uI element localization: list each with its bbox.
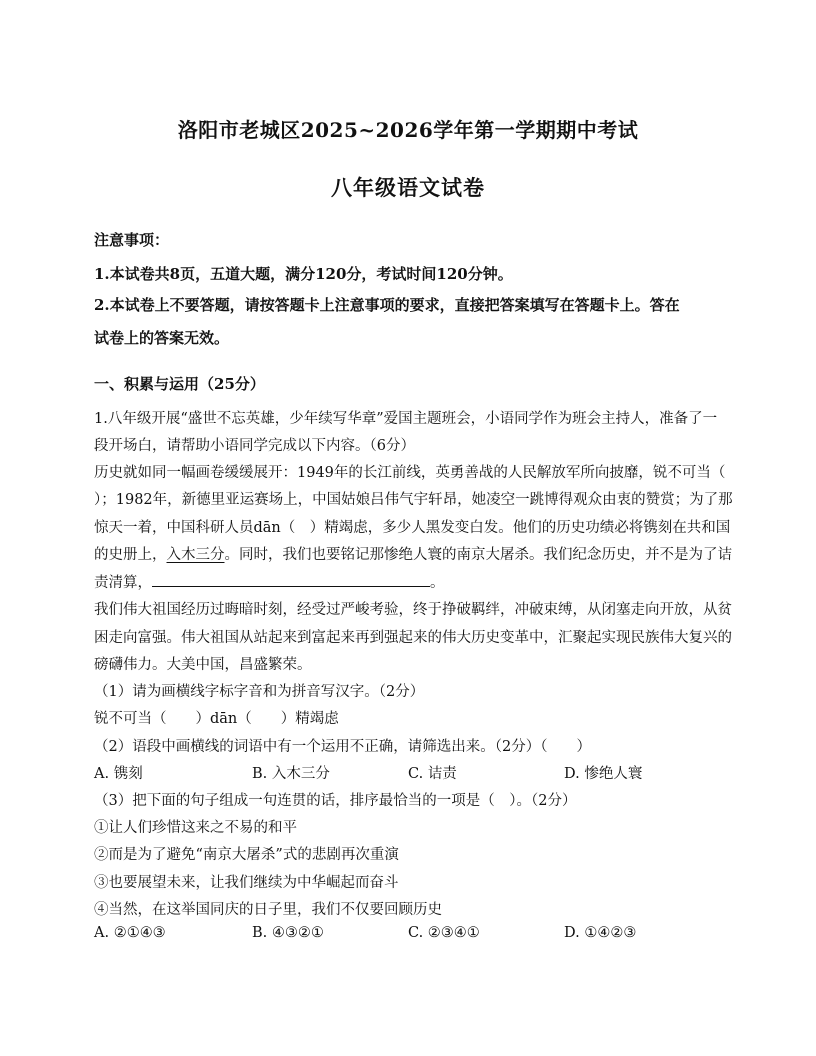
underlined-phrase: 入木三分	[166, 547, 225, 563]
q1-sub3-prompt: （3）把下面的句子组成一句连贯的话，排序最恰当的一项是（ ）。（2分）	[94, 793, 577, 809]
q1-intro-line-2: 段开场白，请帮助小语同学完成以下内容。（6分）	[94, 438, 415, 454]
q1-intro-line-1: 1.八年级开展“盛世不忘英雄，少年续写华章”爱国主题班会，小语同学作为班会主持人，准备了一	[94, 411, 718, 427]
q1-passage-line-4-start: 的史册上，	[94, 547, 167, 563]
q1-passage-line-1: 历史就如同一幅画卷缓缓展开：1949年的长江前线，英勇善战的人民解放军所向披靡，锐不可当（	[94, 465, 726, 481]
q1-passage-line-2: ）；1982年，新德里亚运赛场上，中国姑娘吕伟气宇轩昂，她凌空一跳博得观众由衷的赞赏；为了那	[94, 492, 733, 508]
answer-blank	[152, 572, 430, 587]
exam-subtitle: 八年级语文试卷	[331, 175, 485, 200]
q1-passage2-line-2: 困走向富强。伟大祖国从站起来到富起来再到强起来的伟大历史变革中，汇聚起实现民族伟大复兴的	[94, 630, 732, 646]
q1-passage2-line-3: 磅礴伟力。大美中国，昌盛繁荣。	[94, 657, 312, 673]
q1-passage-line-4	[94, 543, 732, 564]
q1-sub3-sentence-2: ②而是为了避免“南京大屠杀”式的悲剧再次重演	[94, 847, 399, 863]
notice-item-2-line-2: 试卷上的答案无效。	[94, 329, 230, 347]
q1-passage-line-4-end: 。同时，我们也要铭记那惨绝人寰的南京大屠杀。我们纪念历史，并不是为了诘	[224, 547, 732, 563]
q1-sub2-option-a: A. 镌刻	[94, 766, 143, 782]
q1-sub2-option-c: C. 诘责	[408, 766, 457, 782]
q1-passage-line-5-end: 。	[430, 575, 445, 591]
q1-sub1-answer-line: 锐不可当（ ）dān（ ）精竭虑	[94, 711, 339, 727]
q1-sub3-sentence-3: ③也要展望未来，让我们继续为中华崛起而奋斗	[94, 875, 399, 891]
notice-item-2-line-1: 2.本试卷上不要答题，请按答题卡上注意事项的要求，直接把答案填写在答题卡上。答在	[94, 296, 680, 314]
q1-passage-line-3: 惊天一着，中国科研人员dān（ ）精竭虑，多少人黑发变白发。他们的历史功绩必将镌刻在共和国	[94, 520, 731, 536]
q1-sub3-option-b: B. ④③②①	[252, 925, 324, 941]
q1-sub3-sentence-1: ①让人们珍惜这来之不易的和平	[94, 820, 297, 836]
q1-sub2-option-b: B. 入木三分	[252, 766, 330, 782]
q1-sub3-option-d: D. ①④②③	[564, 925, 637, 941]
notice-heading: 注意事项：	[94, 231, 170, 249]
section-1-heading: 一、积累与运用（25分）	[94, 375, 265, 393]
exam-title: 洛阳市老城区2025~2026学年第一学期期中考试	[177, 118, 639, 142]
q1-sub3-sentence-4: ④当然，在这举国同庆的日子里，我们不仅要回顾历史	[94, 902, 442, 918]
q1-passage-line-5-start: 责清算，	[94, 575, 152, 591]
q1-sub2-option-d: D. 惨绝人寰	[564, 766, 643, 782]
q1-passage2-line-1: 我们伟大祖国经历过晦暗时刻，经受过严峻考验，终于挣破羁绊，冲破束缚，从闭塞走向开放，从贫	[94, 602, 732, 618]
notice-item-1: 1.本试卷共8页，五道大题，满分120分，考试时间120分钟。	[94, 265, 513, 283]
q1-sub2-prompt: （2）语段中画横线的词语中有一个运用不正确，请筛选出来。（2分）（ ）	[94, 739, 591, 755]
q1-sub3-option-c: C. ②③④①	[408, 925, 480, 941]
q1-sub1-prompt: （1）请为画横线字标字音和为拼音写汉字。（2分）	[94, 684, 425, 700]
q1-passage-line-5	[94, 571, 724, 592]
q1-sub3-option-a: A. ②①④③	[94, 925, 166, 941]
